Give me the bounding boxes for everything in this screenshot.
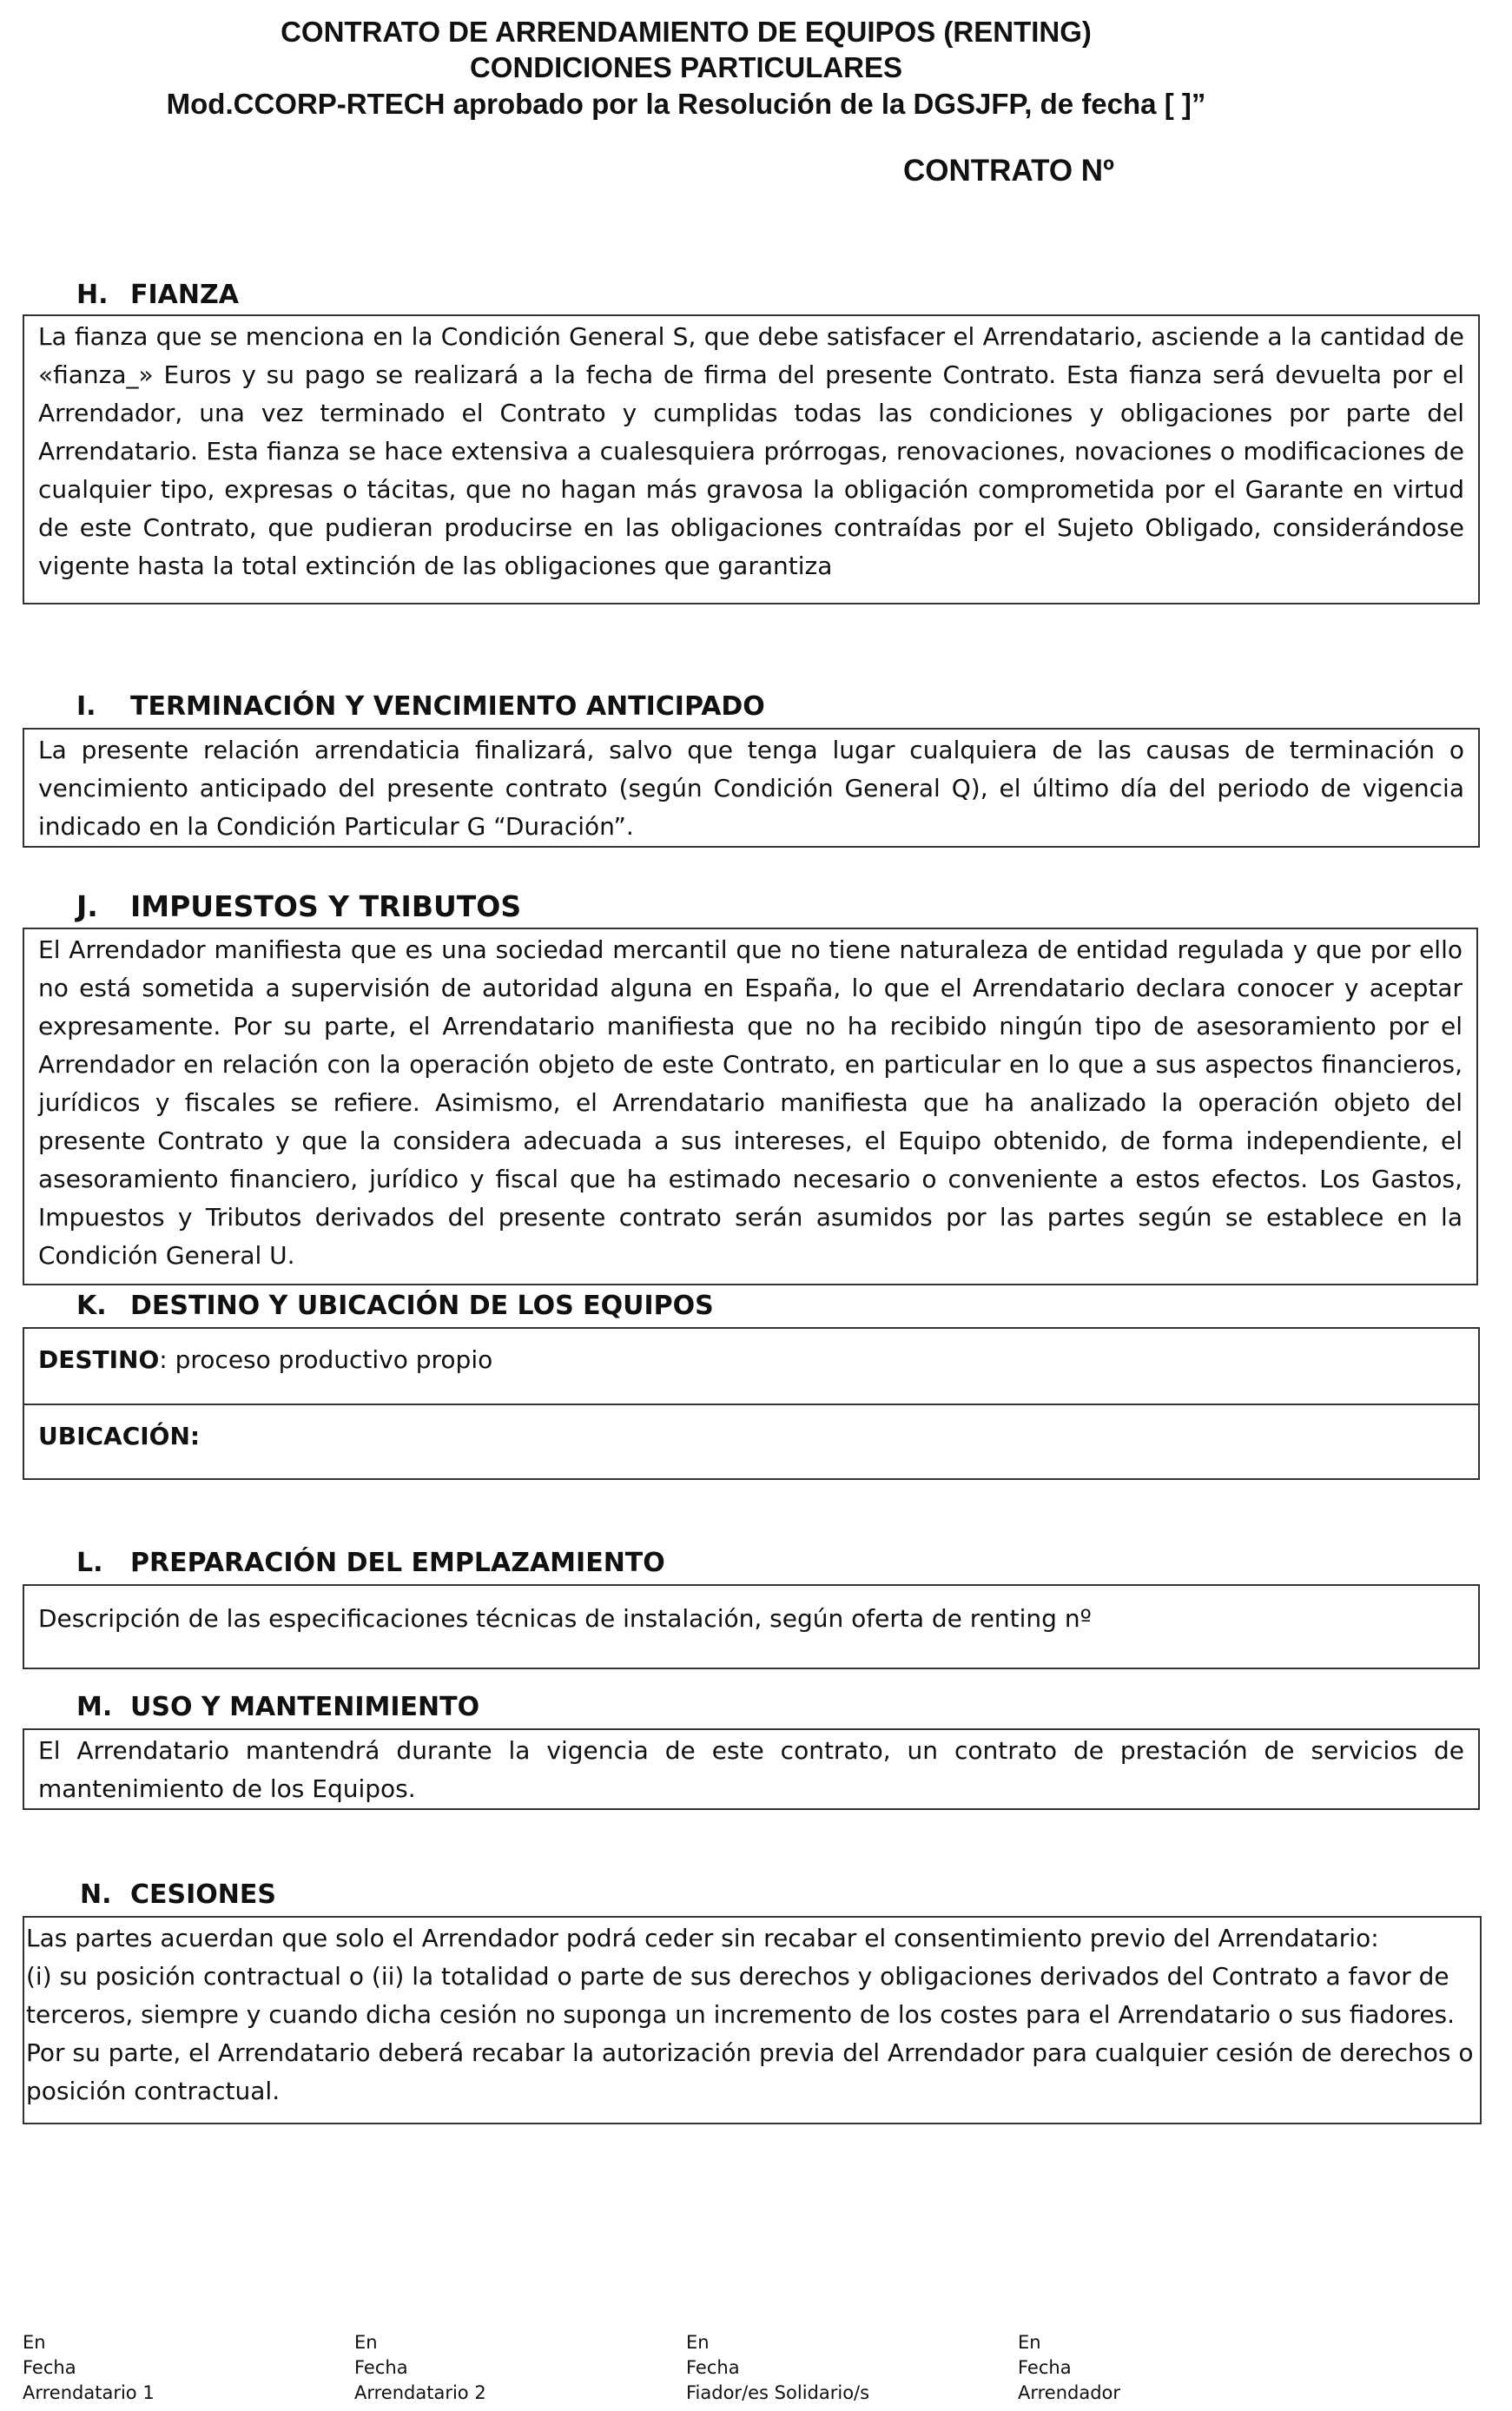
section-k-box bbox=[23, 1327, 1480, 1480]
section-letter: H. bbox=[76, 280, 109, 310]
ubicacion-row bbox=[24, 1404, 1478, 1468]
section-j-body: El Arrendador manifiesta que es una sociedad mercantil que no tiene naturaleza de entidad regulada y que por ello no está sometida a supervisión de autoridad alguna en España, lo que el Arrendatario declara conocer y aceptar expresamente. Por su parte, el Arrendatario manifiesta que no ha recibido ningún tipo de asesoramiento por el Arrendador en relación con la operación objeto de este Contrato, en particular en lo que a sus aspectos financieros, jurídicos y fiscales se refiere. Asimismo, el Arrendatario manifiesta que ha analizado la operación objeto del presente Contrato y que la considera adecuada a sus intereses, el Equipo obtenido, de forma independiente, el asesoramiento financiero, jurídico y fiscal que ha estimado necesario o conveniente a estos efectos. Los Gastos, Impuestos y Tributos derivados del presente contrato serán asumidos por las partes según se establece en la Condición General U. bbox=[38, 935, 1462, 1270]
signature-party: Fiador/es Solidario/s bbox=[686, 2382, 870, 2403]
signature-place: En bbox=[686, 2332, 710, 2353]
destino-value: : proceso productivo propio bbox=[159, 1345, 493, 1374]
section-title: CESIONES bbox=[130, 1879, 276, 1910]
section-j-heading bbox=[76, 891, 521, 922]
section-letter: M. bbox=[76, 1692, 113, 1722]
section-letter: K. bbox=[76, 1291, 107, 1321]
signature-block-2 bbox=[354, 2330, 486, 2406]
destino-label: DESTINO bbox=[38, 1345, 160, 1374]
section-m-body: El Arrendatario mantendrá durante la vigencia de este contrato, un contrato de prestación de servicios de mantenimiento de los Equipos. bbox=[38, 1736, 1464, 1803]
section-k-heading bbox=[76, 1291, 714, 1322]
section-h-heading bbox=[76, 280, 239, 311]
section-n-heading bbox=[80, 1879, 276, 1911]
section-l-box bbox=[23, 1584, 1480, 1669]
section-n-line-3: Por su parte, el Arrendatario deberá recabar la autorización previa del Arrendador para cualquier cesión de derechos o posición contractual. bbox=[26, 2038, 1474, 2105]
document-subtitle: CONDICIONES PARTICULARES bbox=[469, 51, 903, 83]
section-j-box bbox=[23, 928, 1478, 1285]
section-m-heading bbox=[76, 1692, 479, 1723]
signature-party: Arrendador bbox=[1018, 2382, 1121, 2403]
destino-row bbox=[24, 1329, 1478, 1404]
model-reference: Mod.CCORP-RTECH aprobado por la Resolución de la DGSJFP, de fecha [ ]” bbox=[166, 88, 1206, 120]
section-title: DESTINO Y UBICACIÓN DE LOS EQUIPOS bbox=[130, 1291, 714, 1321]
contract-number-label: CONTRATO Nº bbox=[903, 154, 1114, 188]
signature-date: Fecha bbox=[686, 2357, 740, 2378]
ubicacion-label: UBICACIÓN: bbox=[38, 1422, 201, 1450]
section-h-box bbox=[23, 314, 1480, 604]
section-m-box bbox=[23, 1728, 1480, 1810]
signature-party: Arrendatario 2 bbox=[354, 2382, 486, 2403]
section-l-body: Descripción de las especificaciones técnicas de instalación, según oferta de renting nº bbox=[38, 1604, 1092, 1633]
section-i-box bbox=[23, 728, 1480, 848]
section-letter: J. bbox=[76, 889, 98, 923]
signature-place: En bbox=[1018, 2332, 1041, 2353]
signature-place: En bbox=[23, 2332, 46, 2353]
section-n-line-1: Las partes acuerdan que solo el Arrendador podrá ceder sin recabar el consentimiento previo del Arrendatario: bbox=[26, 1924, 1379, 1952]
signature-block-4 bbox=[1018, 2330, 1120, 2406]
signature-block-3 bbox=[686, 2330, 869, 2406]
signature-date: Fecha bbox=[23, 2357, 76, 2378]
signature-place: En bbox=[354, 2332, 378, 2353]
section-l-heading bbox=[76, 1548, 665, 1579]
section-title: USO Y MANTENIMIENTO bbox=[130, 1692, 480, 1722]
section-letter: N. bbox=[80, 1879, 112, 1910]
section-letter: I. bbox=[76, 691, 96, 722]
section-title: TERMINACIÓN Y VENCIMIENTO ANTICIPADO bbox=[130, 691, 765, 722]
section-h-body: La fianza que se menciona en la Condición General S, que debe satisfacer el Arrendatario, asciende a la cantidad de «fianza_» Euros y su pago se realizará a la fecha de firma del presente Contrato. Esta fianza será devuelta por el Arrendador, una vez terminado el Contrato y cumplidas todas las condiciones y obligaciones por parte del Arrendatario. Esta fianza se hace extensiva a cualesquiera prórrogas, renovaciones, novaciones o modificaciones de cualquier tipo, expresas o tácitas, que no hagan más gravosa la obligación comprometida por el Garante en virtud de este Contrato, que pudieran producirse en las obligaciones contraídas por el Sujeto Obligado, considerándose vigente hasta la total extinción de las obligaciones que garantiza bbox=[38, 322, 1464, 580]
signature-block-1 bbox=[23, 2330, 155, 2406]
signature-party: Arrendatario 1 bbox=[23, 2382, 155, 2403]
section-i-heading bbox=[76, 691, 765, 723]
document-title: CONTRATO DE ARRENDAMIENTO DE EQUIPOS (RENTING) bbox=[281, 16, 1092, 48]
section-n-box bbox=[23, 1916, 1482, 2124]
signature-date: Fecha bbox=[1018, 2357, 1072, 2378]
section-title: PREPARACIÓN DEL EMPLAZAMIENTO bbox=[130, 1548, 665, 1578]
signature-date: Fecha bbox=[354, 2357, 408, 2378]
section-letter: L. bbox=[76, 1548, 103, 1578]
section-title: IMPUESTOS Y TRIBUTOS bbox=[130, 889, 522, 923]
section-title: FIANZA bbox=[130, 280, 239, 310]
section-n-line-2: (i) su posición contractual o (ii) la totalidad o parte de sus derechos y obligaciones derivados del Contrato a favor de terceros, siempre y cuando dicha cesión no suponga un incremento de los costes para el Arrendatario o sus fiadores. bbox=[26, 1962, 1456, 2029]
section-i-body: La presente relación arrendaticia finalizará, salvo que tenga lugar cualquiera de las causas de terminación o vencimiento anticipado del presente contrato (según Condición General Q), el último día del periodo de vigencia indicado en la Condición Particular G “Duración”. bbox=[38, 736, 1464, 841]
